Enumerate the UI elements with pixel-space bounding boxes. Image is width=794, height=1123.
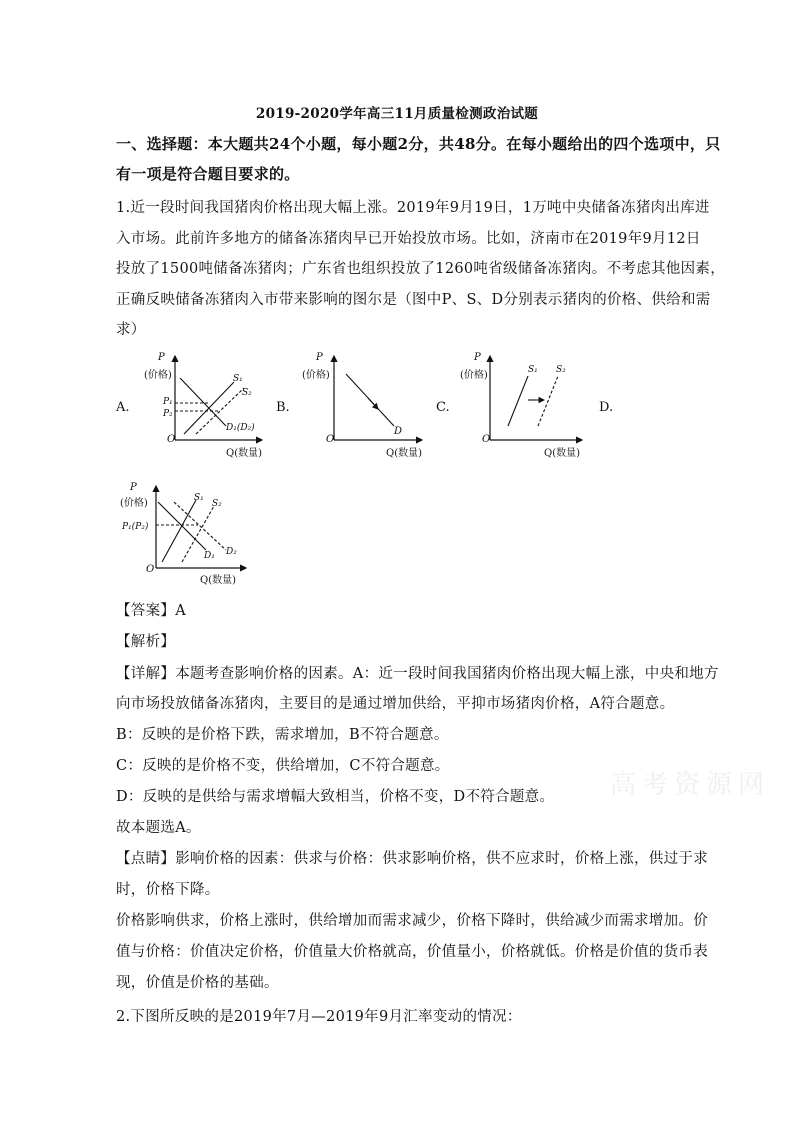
- option-a-label: A.: [116, 400, 130, 415]
- q2-line: 2.下图所反映的是2019年7月—2019年9月汇率变动的情况：: [116, 1009, 522, 1025]
- graph-c: [458, 348, 588, 460]
- graph-a-s1: S₁: [233, 374, 243, 384]
- option-d-label: D.: [599, 400, 614, 415]
- graph-c-s1: S₁: [528, 365, 538, 375]
- graph-b-d: D: [394, 426, 403, 437]
- detail-line-5: D：反映的是供给与需求增幅大致相当，价格不变，D不符合题意。: [116, 789, 555, 805]
- graph-b-quantity-label: Q(数量): [386, 448, 423, 459]
- detail-line-11: 现，价值是价格的基础。: [116, 975, 279, 991]
- detail-line-10: 值与价格：价值决定价格，价值量大价格就高，价值量小，价格就低。价格是价值的货币表: [116, 944, 708, 960]
- graph-a-d1d2: D₁(D₂): [226, 423, 255, 433]
- graph-d-s1: S₁: [194, 493, 204, 503]
- graph-c-quantity-label: Q(数量): [544, 448, 581, 459]
- graph-a-origin: O: [167, 434, 176, 445]
- graph-d-d1: D₁: [204, 551, 215, 561]
- section-heading-line-1: 一、选择题：本大题共24个小题，每小题2分，共48分。在每小题给出的四个选项中，只: [116, 135, 721, 153]
- detail-line-3: B：反映的是价格下跌，需求增加，B不符合题意。: [116, 727, 449, 743]
- graph-a-p2: P₂: [163, 409, 173, 419]
- section-heading-line-2: 有一项是符合题目要求的。: [116, 165, 300, 183]
- watermark: 高考资源网: [610, 770, 771, 800]
- graph-d-quantity-label: Q(数量): [200, 575, 237, 586]
- graph-d-s2: S₂: [212, 499, 222, 509]
- graph-b-price-label: (价格): [302, 370, 330, 381]
- answer-line: 【答案】A: [116, 603, 186, 619]
- detail-line-6: 故本题选A。: [116, 820, 201, 836]
- graph-a: [138, 348, 264, 460]
- detail-line-2: 向市场投放储备冻猪肉，主要目的是通过增加供给，平抑市场猪肉价格，A符合题意。: [116, 696, 675, 712]
- graph-b-origin: O: [326, 434, 335, 445]
- q1-line-1: 1.近一段时间我国猪肉价格出现大幅上涨。2019年9月19日，1万吨中央储备冻猪肉出库进: [116, 200, 710, 216]
- graph-b: [298, 348, 428, 460]
- option-b-label: B.: [276, 400, 290, 415]
- graph-d-origin: O: [146, 564, 155, 575]
- graph-d-p-label: P: [130, 482, 137, 493]
- graph-d: [118, 480, 258, 588]
- graph-a-quantity-label: Q(数量): [226, 448, 263, 459]
- graph-d-p1p2: P₁(P₂): [122, 522, 149, 532]
- graph-a-p1: P₁: [163, 397, 173, 407]
- q1-line-5: 求）: [116, 322, 146, 338]
- graph-c-p-label: P: [474, 352, 481, 363]
- detail-line-1: 【详解】本题考查影响价格的因素。A：近一段时间我国猪肉价格出现大幅上涨，中央和地方: [116, 666, 719, 682]
- graph-d-price-label: (价格): [120, 498, 148, 509]
- q1-line-2: 入市场。此前许多地方的储备冻猪肉早已开始投放市场。比如，济南市在2019年9月12日: [116, 231, 701, 247]
- detail-line-8: 时，价格下降。: [116, 882, 220, 898]
- graph-a-s2: S₂: [242, 388, 252, 398]
- option-c-label: C.: [436, 400, 450, 415]
- graph-b-p-label: P: [316, 352, 323, 363]
- detail-line-4: C：反映的是价格不变，供给增加，C不符合题意。: [116, 758, 450, 774]
- graph-d-d2: D₂: [226, 547, 237, 557]
- graph-a-price-label: (价格): [144, 370, 172, 381]
- detail-line-7: 【点睛】影响价格的因素：供求与价格：供求影响价格，供不应求时，价格上涨，供过于求: [116, 851, 708, 867]
- page-title: 2019-2020学年高三11月质量检测政治试题: [255, 106, 539, 122]
- graph-c-s2: S₂: [556, 365, 566, 375]
- graph-c-price-label: (价格): [460, 370, 488, 381]
- detail-line-9: 价格影响供求，价格上涨时，供给增加而需求减少，价格下降时，供给减少而需求增加。价: [116, 913, 708, 929]
- graph-a-p-label: P: [158, 352, 165, 363]
- q1-line-4: 正确反映储备冻猪肉入市带来影响的图尔是（图中P、S、D分别表示猪肉的价格、供给和需: [116, 292, 711, 308]
- analysis-heading: 【解析】: [116, 634, 176, 650]
- q1-line-3: 投放了1500吨储备冻猪肉；广东省也组织投放了1260吨省级储备冻猪肉。不考虑其他因素，: [116, 261, 725, 277]
- graph-c-origin: O: [482, 434, 491, 445]
